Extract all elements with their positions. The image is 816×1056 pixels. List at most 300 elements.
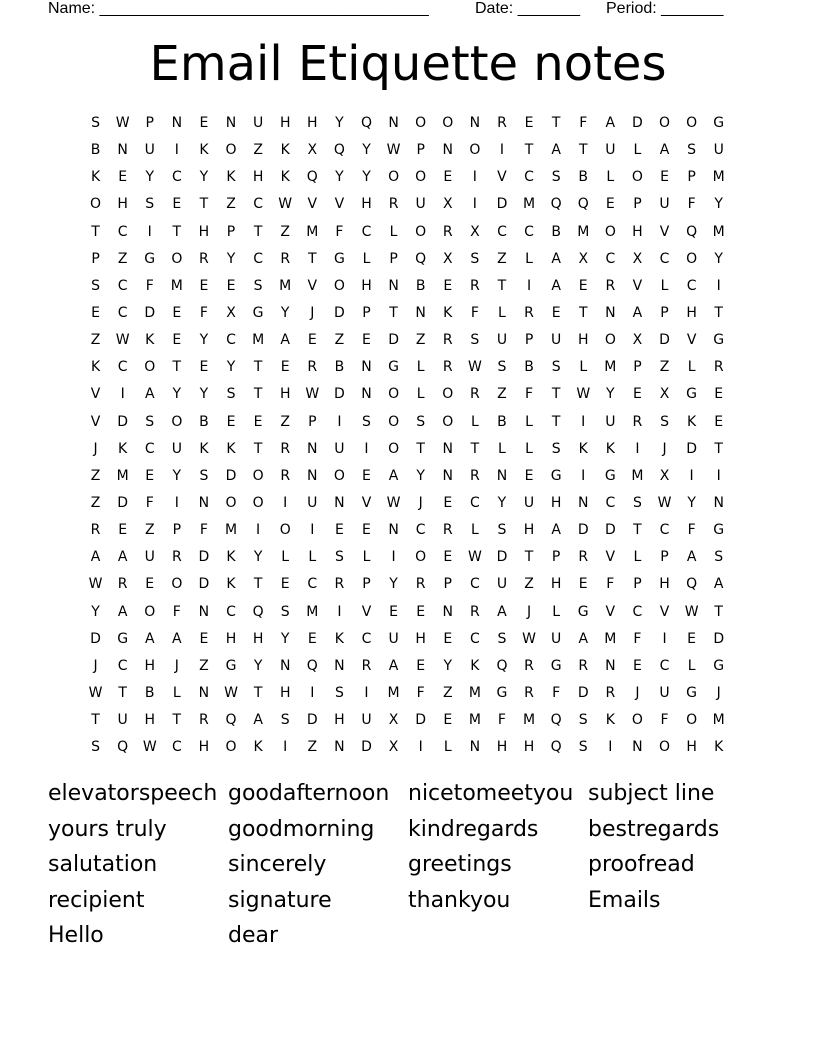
grid-letter: C (686, 277, 697, 294)
grid-row (82, 273, 734, 300)
grid-letter: Y (172, 386, 182, 403)
grid-letter: K (605, 440, 615, 457)
grid-letter: M (387, 685, 400, 702)
grid-letter: J (93, 440, 98, 457)
grid-letter: Y (226, 359, 236, 376)
grid-letter: I (472, 169, 477, 186)
grid-letter: H (523, 522, 535, 539)
grid-letter: K (443, 305, 453, 322)
word-bank-item: sincerely (228, 852, 327, 878)
grid-letter: L (308, 549, 317, 566)
grid-letter: D (198, 576, 210, 593)
grid-letter: T (253, 223, 263, 240)
grid-letter: D (306, 712, 318, 729)
word-bank (48, 776, 788, 954)
grid-letter: M (631, 467, 644, 484)
word-bank-item: Emails (588, 887, 661, 913)
grid-letter: F (416, 685, 425, 702)
grid-letter: L (443, 739, 452, 756)
grid-letter: H (686, 305, 697, 322)
grid-letter: Q (496, 657, 508, 674)
grid-letter: U (334, 440, 345, 457)
grid-letter: N (469, 739, 481, 756)
grid-row (82, 137, 734, 164)
grid-letter: W (386, 495, 401, 512)
grid-letter: G (550, 467, 562, 484)
grid-letter: U (144, 142, 155, 159)
grid-row (82, 110, 734, 137)
grid-letter: U (659, 196, 670, 213)
grid-letter: E (416, 657, 426, 674)
grid-letter: A (551, 250, 561, 267)
grid-letter: R (469, 603, 480, 620)
grid-letter: T (172, 712, 182, 729)
grid-row (82, 734, 734, 761)
grid-letter: M (224, 522, 238, 539)
grid-letter: Y (172, 467, 182, 484)
grid-letter: Z (497, 386, 507, 403)
grid-letter: Z (90, 467, 101, 484)
grid-letter: H (144, 712, 155, 729)
grid-letter: Q (306, 169, 318, 186)
grid-letter: D (496, 549, 508, 566)
grid-letter: I (418, 739, 423, 756)
grid-letter: Q (306, 657, 318, 674)
grid-letter: K (280, 142, 290, 159)
grid-letter: V (659, 603, 670, 620)
grid-letter: I (283, 739, 288, 756)
grid-letter: E (362, 332, 371, 349)
grid-letter: T (470, 440, 480, 457)
grid-letter: W (467, 549, 482, 566)
grid-letter: Y (714, 196, 723, 213)
grid-letter: M (712, 223, 725, 240)
grid-letter: F (525, 386, 534, 403)
grid-letter: V (90, 386, 101, 403)
grid-letter: I (499, 142, 505, 159)
grid-row (82, 219, 734, 246)
grid-letter: N (117, 142, 128, 159)
grid-letter: S (497, 359, 507, 376)
grid-letter: E (687, 630, 697, 647)
grid-letter: J (526, 603, 532, 620)
grid-letter: I (581, 467, 586, 484)
word-bank-item: dear (228, 923, 279, 949)
grid-letter: J (174, 657, 179, 674)
grid-letter: R (578, 657, 589, 674)
grid-letter: P (687, 169, 696, 186)
grid-letter: H (523, 739, 535, 756)
grid-letter: W (467, 359, 482, 376)
grid-letter: D (117, 495, 129, 512)
grid-letter: X (659, 467, 670, 484)
grid-letter: N (605, 657, 616, 674)
grid-letter: L (498, 305, 506, 322)
grid-letter: I (147, 223, 152, 240)
grid-letter: Y (714, 250, 723, 267)
grid-row (82, 544, 734, 571)
grid-letter: R (307, 359, 318, 376)
grid-letter: P (551, 549, 561, 566)
grid-letter: U (415, 196, 426, 213)
grid-letter: H (334, 712, 345, 729)
grid-letter: Z (524, 576, 534, 593)
grid-letter: O (442, 413, 454, 430)
grid-letter: P (362, 576, 371, 593)
grid-letter: N (442, 440, 453, 457)
grid-letter: K (714, 739, 724, 756)
grid-letter: Q (686, 223, 698, 240)
grid-letter: J (310, 305, 315, 322)
grid-letter: A (117, 549, 128, 566)
grid-letter: L (281, 549, 290, 566)
grid-letter: O (388, 169, 400, 186)
grid-letter: R (415, 576, 426, 593)
grid-letter: Y (606, 386, 615, 403)
grid-row (82, 300, 734, 327)
grid-letter: V (307, 277, 318, 294)
grid-letter: H (632, 223, 643, 240)
grid-letter: C (226, 332, 236, 349)
grid-letter: Z (253, 142, 263, 159)
grid-letter: D (198, 549, 210, 566)
grid-letter: R (117, 576, 128, 593)
word-bank-item: nicetomeetyou (408, 781, 574, 806)
grid-letter: H (550, 576, 562, 593)
grid-letter: Y (226, 250, 236, 267)
grid-letter: F (335, 223, 344, 240)
grid-letter: O (686, 115, 698, 132)
grid-letter: V (686, 332, 697, 349)
grid-letter: R (280, 250, 291, 267)
word-search-grid (82, 110, 734, 761)
grid-letter: Y (253, 549, 263, 566)
grid-letter: G (225, 657, 237, 674)
grid-letter: E (524, 115, 534, 132)
grid-letter: N (171, 115, 183, 132)
grid-letter: B (90, 142, 101, 159)
grid-letter: I (310, 522, 315, 539)
grid-letter: J (716, 685, 721, 702)
grid-letter: N (334, 657, 345, 674)
word-bank-item: salutation (48, 852, 158, 878)
grid-letter: C (117, 223, 128, 240)
grid-letter: X (226, 305, 236, 322)
grid-letter: W (305, 386, 320, 403)
grid-letter: Z (334, 332, 345, 349)
grid-letter: I (364, 685, 369, 702)
grid-letter: C (659, 657, 670, 674)
grid-letter: L (416, 359, 425, 376)
grid-letter: E (118, 522, 128, 539)
grid-letter: E (226, 413, 236, 430)
grid-letter: A (578, 630, 589, 647)
grid-letter: T (308, 250, 317, 267)
grid-letter: F (199, 522, 208, 539)
grid-letter: O (442, 386, 454, 403)
grid-letter: T (551, 413, 561, 430)
word-bank-item: goodafternoon (228, 781, 390, 806)
grid-letter: O (90, 196, 102, 213)
grid-letter: R (713, 359, 724, 376)
grid-letter: L (579, 359, 588, 376)
grid-letter: L (362, 549, 371, 566)
grid-letter: C (497, 223, 507, 240)
grid-row (82, 490, 734, 517)
grid-letter: D (334, 386, 345, 403)
grid-letter: G (713, 332, 725, 349)
grid-letter: X (442, 196, 453, 213)
grid-letter: S (253, 277, 263, 294)
grid-letter: C (171, 169, 182, 186)
grid-letter: S (280, 712, 290, 729)
grid-letter: V (497, 169, 507, 186)
grid-letter: Y (443, 657, 453, 674)
grid-letter: F (660, 712, 669, 729)
grid-letter: N (577, 495, 589, 512)
grid-letter: V (659, 223, 670, 240)
grid-letter: C (171, 739, 182, 756)
grid-letter: O (388, 413, 400, 430)
worksheet-header (48, 0, 748, 18)
grid-letter: M (604, 359, 617, 376)
grid-letter: G (550, 657, 562, 674)
grid-letter: O (415, 169, 427, 186)
word-bank-item: thankyou (408, 887, 511, 913)
grid-letter: V (632, 277, 643, 294)
grid-letter: D (117, 413, 129, 430)
word-bank-item: greetings (408, 852, 512, 878)
grid-letter: O (659, 115, 671, 132)
grid-letter: F (552, 685, 561, 702)
grid-letter: T (578, 305, 588, 322)
grid-letter: Q (117, 739, 129, 756)
grid-letter: H (496, 739, 508, 756)
grid-letter: I (364, 440, 369, 457)
grid-letter: L (470, 413, 479, 430)
grid-letter: M (604, 630, 617, 647)
grid-row (82, 626, 734, 653)
grid-letter: Z (117, 250, 128, 267)
grid-letter: E (443, 495, 453, 512)
grid-letter: I (174, 495, 179, 512)
grid-letter: R (90, 522, 101, 539)
grid-letter: T (91, 223, 100, 240)
grid-letter: B (551, 223, 561, 240)
grid-letter: A (713, 576, 724, 593)
grid-letter: S (226, 386, 236, 403)
word-bank-item: proofread (588, 852, 695, 878)
grid-letter: R (442, 359, 453, 376)
grid-letter: X (632, 332, 643, 349)
grid-letter: K (334, 630, 344, 647)
grid-letter: S (362, 413, 371, 430)
grid-letter: D (144, 305, 156, 322)
grid-letter: G (713, 115, 725, 132)
grid-letter: E (362, 467, 371, 484)
grid-letter: D (225, 467, 237, 484)
grid-letter: O (252, 495, 264, 512)
grid-letter: X (578, 250, 589, 267)
grid-letter: R (605, 685, 616, 702)
grid-letter: G (496, 685, 508, 702)
grid-letter: Y (389, 576, 398, 593)
grid-letter: U (252, 115, 264, 132)
grid-letter: K (199, 142, 209, 159)
grid-letter: Z (280, 223, 290, 240)
grid-letter: K (605, 712, 615, 729)
grid-letter: P (172, 522, 182, 539)
grid-letter: O (225, 142, 237, 159)
grid-letter: Z (280, 413, 290, 430)
grid-letter: T (714, 603, 723, 620)
grid-letter: Z (497, 250, 507, 267)
grid-letter: H (252, 630, 264, 647)
grid-letter: P (362, 305, 371, 322)
grid-letter: H (307, 115, 318, 132)
grid-letter: G (713, 522, 725, 539)
grid-letter: D (659, 332, 670, 349)
grid-letter: C (469, 495, 480, 512)
word-bank-item: elevatorspeech (48, 781, 218, 806)
grid-letter: L (416, 386, 425, 403)
grid-letter: U (523, 495, 535, 512)
grid-letter: D (496, 196, 508, 213)
grid-letter: A (686, 549, 697, 566)
grid-letter: R (171, 549, 182, 566)
grid-letter: Y (687, 495, 696, 512)
grid-letter: K (90, 169, 101, 186)
grid-letter: P (633, 576, 642, 593)
grid-letter: I (283, 495, 288, 512)
grid-letter: N (605, 305, 616, 322)
grid-letter: S (632, 495, 642, 512)
grid-letter: H (144, 657, 155, 674)
grid-letter: Z (415, 332, 426, 349)
grid-letter: Y (91, 603, 100, 620)
grid-letter: C (226, 603, 236, 620)
grid-letter: E (578, 277, 588, 294)
grid-letter: N (334, 739, 345, 756)
grid-letter: N (713, 495, 724, 512)
grid-letter: C (524, 169, 534, 186)
grid-letter: R (605, 277, 616, 294)
grid-letter: Y (280, 630, 290, 647)
grid-letter: U (307, 495, 318, 512)
grid-letter: O (144, 603, 156, 620)
grid-letter: E (632, 386, 642, 403)
grid-letter: F (145, 495, 154, 512)
grid-letter: J (662, 440, 667, 457)
grid-letter: I (662, 630, 667, 647)
grid-letter: L (687, 359, 696, 376)
grid-letter: I (256, 522, 261, 539)
grid-letter: H (279, 386, 291, 403)
grid-letter: S (280, 603, 290, 620)
grid-letter: O (604, 332, 616, 349)
grid-row (82, 191, 734, 218)
grid-letter: X (632, 250, 643, 267)
grid-letter: R (361, 657, 372, 674)
grid-letter: N (415, 305, 426, 322)
grid-letter: W (115, 115, 130, 132)
grid-letter: U (117, 712, 128, 729)
grid-letter: K (90, 359, 101, 376)
grid-letter: S (497, 522, 507, 539)
grid-letter: A (497, 603, 507, 620)
grid-letter: I (337, 413, 342, 430)
grid-letter: W (115, 332, 130, 349)
grid-letter: O (631, 712, 643, 729)
grid-letter: F (470, 305, 479, 322)
grid-letter: Z (90, 495, 101, 512)
grid-letter: L (389, 223, 398, 240)
grid-letter: E (605, 196, 615, 213)
grid-letter: D (713, 630, 725, 647)
grid-letter: B (334, 359, 345, 376)
grid-letter: T (172, 223, 182, 240)
grid-letter: T (578, 142, 588, 159)
grid-letter: Y (497, 495, 507, 512)
grid-letter: R (469, 467, 480, 484)
grid-letter: S (145, 196, 155, 213)
grid-letter: E (443, 630, 453, 647)
grid-letter: F (633, 630, 642, 647)
grid-letter: K (118, 440, 128, 457)
grid-letter: C (632, 603, 643, 620)
grid-letter: N (361, 359, 372, 376)
grid-letter: Y (199, 332, 209, 349)
grid-letter: H (686, 739, 697, 756)
grid-letter: M (712, 169, 725, 186)
grid-letter: R (442, 522, 453, 539)
period-field-label: Period: _______ (606, 0, 724, 17)
grid-letter: O (469, 142, 481, 159)
grid-letter: W (278, 196, 293, 213)
grid-letter: M (468, 712, 481, 729)
grid-letter: Z (199, 657, 209, 674)
grid-letter: E (443, 277, 453, 294)
word-bank-item: Hello (48, 923, 104, 949)
grid-letter: W (684, 603, 699, 620)
grid-letter: X (307, 142, 318, 159)
grid-letter: Q (550, 196, 562, 213)
grid-letter: L (470, 522, 479, 539)
grid-letter: H (198, 223, 210, 240)
grid-letter: W (88, 576, 103, 593)
grid-letter: G (388, 359, 399, 376)
grid-letter: T (551, 386, 561, 403)
grid-letter: H (577, 332, 589, 349)
grid-letter: O (225, 739, 237, 756)
grid-letter: B (497, 413, 507, 430)
grid-letter: N (496, 467, 508, 484)
grid-letter: T (524, 549, 534, 566)
grid-letter: T (551, 115, 561, 132)
grid-letter: A (144, 386, 155, 403)
grid-letter: S (470, 332, 480, 349)
grid-letter: E (172, 196, 182, 213)
grid-letter: Z (144, 522, 155, 539)
grid-letter: Z (226, 196, 236, 213)
grid-letter: J (93, 657, 98, 674)
grid-letter: A (280, 332, 290, 349)
grid-letter: R (497, 115, 507, 132)
grid-letter: T (91, 712, 100, 729)
grid-letter: S (578, 739, 588, 756)
grid-letter: D (577, 522, 589, 539)
name-field-label: Name: _____________________________________ (48, 0, 429, 17)
